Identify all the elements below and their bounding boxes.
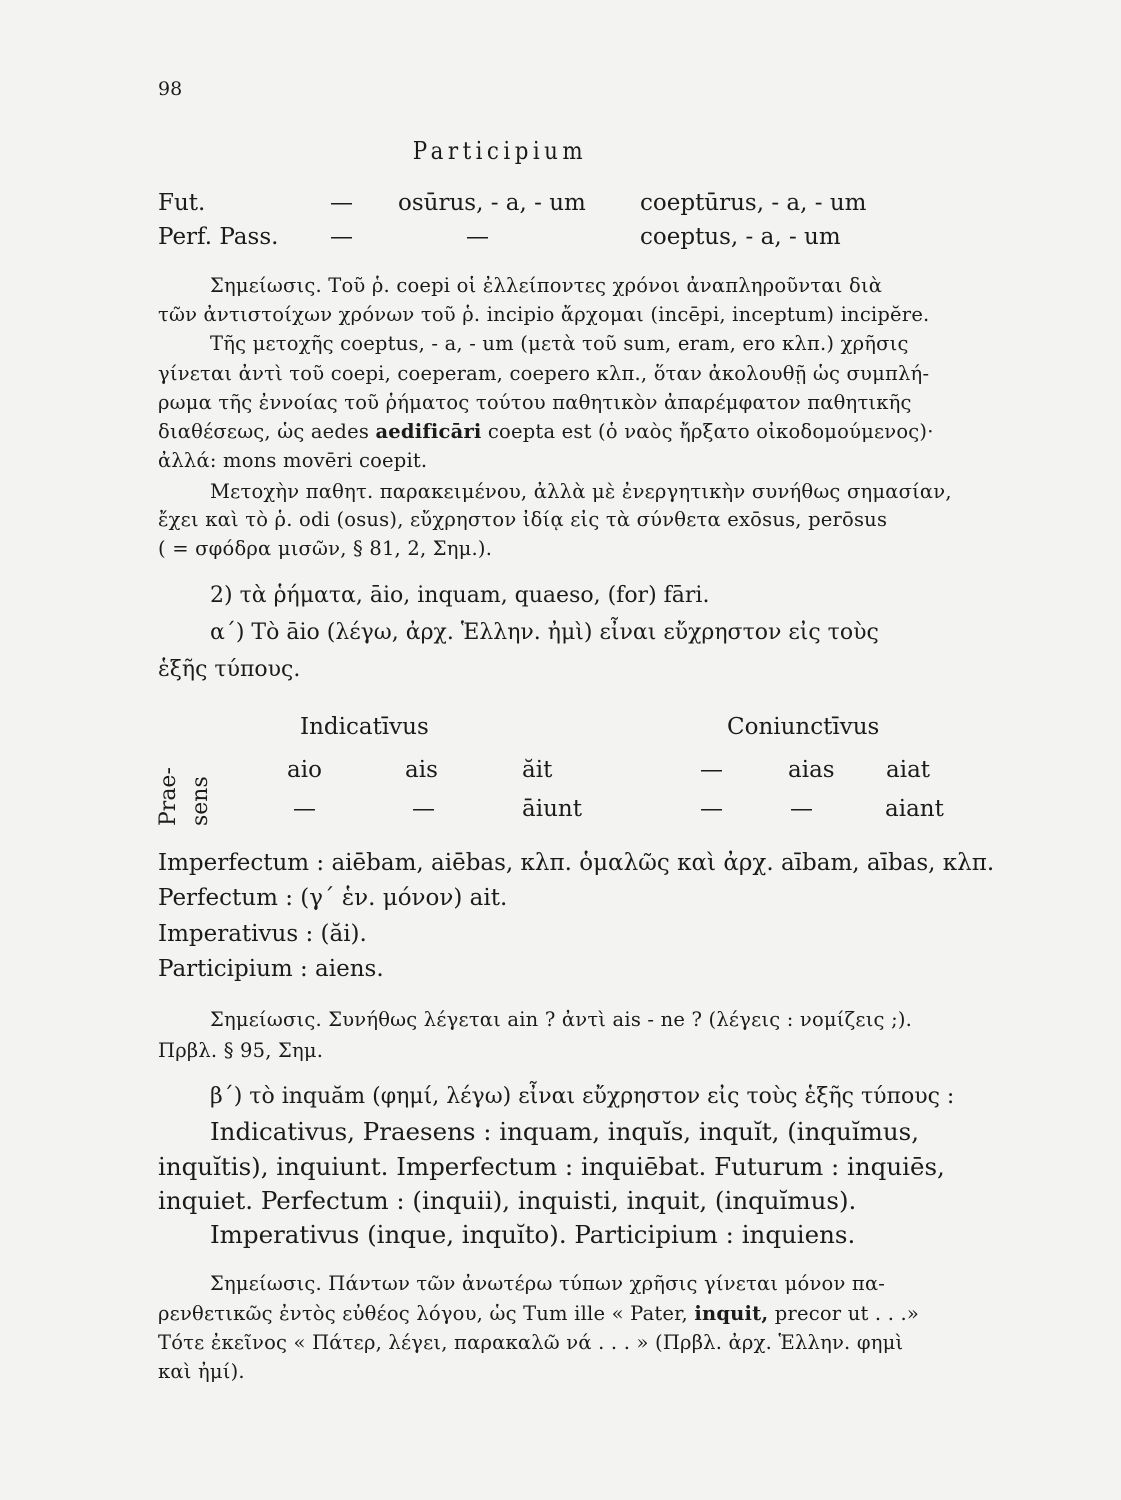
table-head-coniunctivus: Coniunctīvus bbox=[727, 714, 880, 740]
fut-form-2: coeptūrus, - a, - um bbox=[640, 190, 867, 216]
note3-line2: Πρβλ. § 95, Σημ. bbox=[158, 1039, 324, 1062]
table-r2-c3: āiunt bbox=[522, 796, 582, 822]
table-r2-c2: — bbox=[412, 796, 435, 822]
table-r2-c6: aiant bbox=[885, 796, 944, 822]
note3-line1: Σημείωσις. Συνήθως λέγεται ain ? ἀντὶ ais - ne ? (λέγεις : νομίζεις ;). bbox=[210, 1008, 913, 1031]
sec2-line1: 2) τὰ ῥήματα, āio, inquam, quaeso, (for) fāri. bbox=[210, 583, 710, 608]
perf-dash-2: — bbox=[466, 224, 489, 250]
table-r1-c4: — bbox=[700, 757, 723, 783]
table-r2-c5: — bbox=[790, 796, 813, 822]
table-r2-c1: — bbox=[293, 796, 316, 822]
secb-line2: Indicativus, Praesens : inquam, inquĭs, inquĭt, (inquĭmus, bbox=[210, 1117, 920, 1146]
secb-line5: Imperativus (inque, inquĭto). Participium : inquiens. bbox=[210, 1220, 856, 1249]
table-r1-c5: aias bbox=[788, 757, 835, 783]
table-r1-c6: aiat bbox=[886, 757, 931, 783]
table-side-sens: sens bbox=[188, 776, 213, 826]
note1-line4: γίνεται ἀντὶ τοῦ coepi, coeperam, coepero κλπ., ὅταν ἀκολουθῇ ὡς συμπλή- bbox=[158, 362, 930, 385]
form-imperfectum: Imperfectum : aiēbam, aiēbas, κλπ. ὁμαλῶς καὶ ἀρχ. aībam, aības, κλπ. bbox=[158, 850, 995, 876]
note1-line1: Σημείωσις. Τοῦ ῥ. coepi οἱ ἐλλείποντες χρόνοι ἀναπληροῦνται διὰ bbox=[210, 274, 883, 297]
fut-form-1: osūrus, - a, - um bbox=[398, 190, 586, 216]
note1-line6-c: coepta est (ὁ ναὸς ἤρξατο οἰκοδομούμενος)· bbox=[481, 420, 934, 443]
table-side-prae: Prae- bbox=[156, 767, 181, 826]
fut-label: Fut. bbox=[158, 190, 206, 216]
note1-line3: Τῆς μετοχῆς coeptus, - a, - um (μετὰ τοῦ sum, eram, ero κλπ.) χρῆσις bbox=[210, 332, 909, 355]
note1-line6-a: διαθέσεως, ὡς aedes bbox=[158, 420, 376, 443]
page-title: Participium bbox=[412, 137, 588, 165]
table-head-indicativus: Indicatīvus bbox=[300, 714, 429, 740]
note1-line7: ἀλλά: mons movēri coepit. bbox=[158, 449, 428, 472]
note2-line1: Μετοχὴν παθητ. παρακειμένου, ἀλλὰ μὲ ἐνεργητικὴν συνήθως σημασίαν, bbox=[210, 480, 952, 503]
note2-line3: ( = σφόδρα μισῶν, § 81, 2, Σημ.). bbox=[158, 537, 493, 560]
note2-line2: ἔχει καὶ τὸ ῥ. odi (osus), εὔχρηστον ἰδίᾳ εἰς τὰ σύνθετα exōsus, perōsus bbox=[158, 508, 888, 531]
note4-line2-bold: inquit, bbox=[694, 1302, 769, 1325]
note1-line6-bold: aedificāri bbox=[375, 420, 482, 443]
note1-line6 bbox=[158, 420, 934, 443]
sec2-line2: α΄) Τὸ āio (λέγω, ἀρχ. Ἑλλην. ἠμὶ) εἶναι εὔχρηστον εἰς τοὺς bbox=[210, 620, 879, 645]
form-perfectum: Perfectum : (γ΄ ἑν. μόνον) ait. bbox=[158, 885, 508, 911]
fut-dash: — bbox=[330, 190, 353, 216]
form-participium: Participium : aiens. bbox=[158, 956, 384, 982]
table-r1-c1: aio bbox=[287, 757, 322, 783]
perf-dash-1: — bbox=[330, 224, 353, 250]
table-r1-c3: ăit bbox=[522, 757, 553, 783]
page-number: 98 bbox=[158, 78, 183, 100]
table-r2-c4: — bbox=[700, 796, 723, 822]
secb-line1: β΄) τὸ inquăm (φημί, λέγω) εἶναι εὔχρηστον εἰς τοὺς ἑξῆς τύπους : bbox=[210, 1084, 955, 1109]
note1-line2: τῶν ἀντιστοίχων χρόνων τοῦ ῥ. incipio ἄρχομαι (incēpi, inceptum) incipĕre. bbox=[158, 303, 930, 326]
note4-line3: Τότε ἐκεῖνος « Πάτερ, λέγει, παρακαλῶ νά . . . » (Πρβλ. ἀρχ. Ἑλλην. φημὶ bbox=[158, 1331, 904, 1354]
secb-line3: inquĭtis), inquiunt. Imperfectum : inquiēbat. Futurum : inquiēs, bbox=[158, 1152, 945, 1181]
note4-line2-c: precor ut . . .» bbox=[768, 1302, 920, 1325]
perf-label: Perf. Pass. bbox=[158, 224, 279, 250]
form-imperativus: Imperativus : (ăi). bbox=[158, 921, 367, 947]
secb-line4: inquiet. Perfectum : (inquii), inquisti, inquit, (inquĭmus). bbox=[158, 1186, 857, 1215]
note4-line1: Σημείωσις. Πάντων τῶν ἀνωτέρω τύπων χρῆσις γίνεται μόνον πα- bbox=[210, 1272, 886, 1295]
perf-form-2: coeptus, - a, - um bbox=[640, 224, 841, 250]
note4-line2-a: ρενθετικῶς ἐντὸς εὐθέος λόγου, ὡς Tum ille « Pater, bbox=[158, 1302, 695, 1325]
note4-line4: καὶ ἠμί). bbox=[158, 1360, 245, 1383]
sec2-line3: ἑξῆς τύπους. bbox=[158, 657, 301, 682]
note1-line5: ρωμα τῆς ἐννοίας τοῦ ῥήματος τούτου παθητικὸν ἀπαρέμφατον παθητικῆς bbox=[158, 391, 912, 414]
table-r1-c2: ais bbox=[405, 757, 438, 783]
note4-line2 bbox=[158, 1302, 919, 1325]
